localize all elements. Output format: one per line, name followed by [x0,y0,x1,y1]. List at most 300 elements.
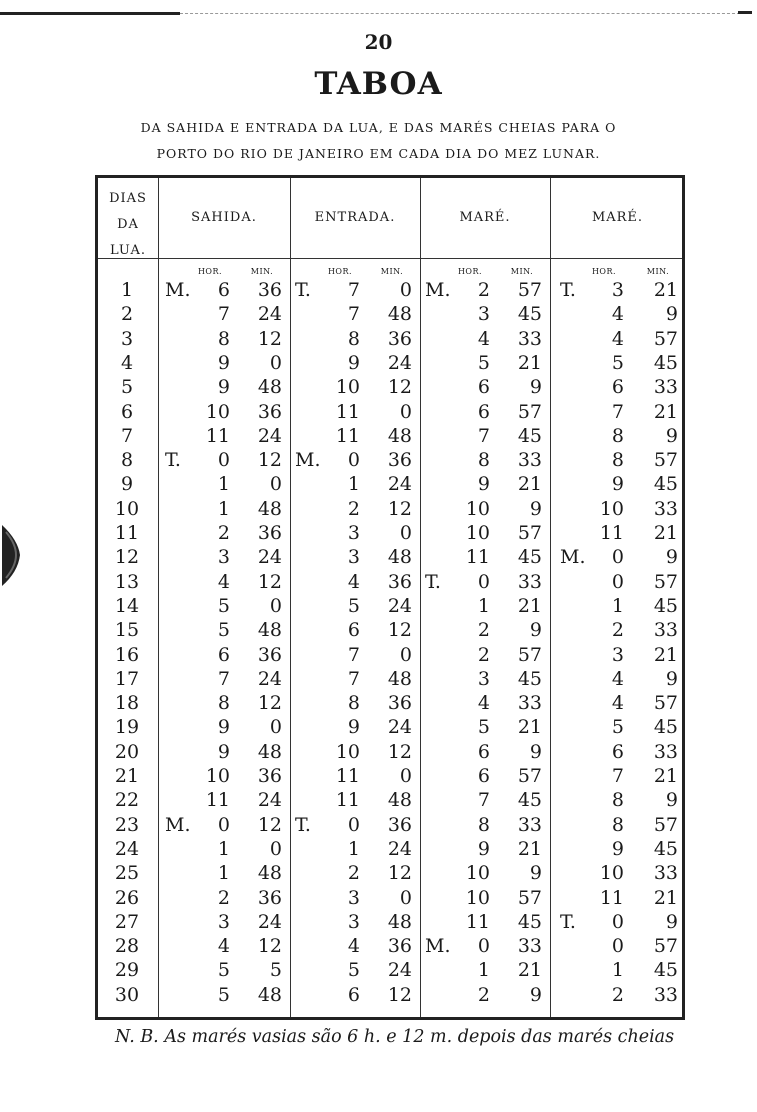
sahida-hour-cell: 6 [217,279,230,301]
sahida-hour-cell: 5 [217,619,230,642]
mare2-minute-cell: 45 [653,473,678,496]
mare2-minute-cell: 45 [653,837,678,860]
entrada-hour-cell: 4 [347,570,360,593]
mare1-period-cell: M. [425,935,451,958]
day-cell: 18 [114,692,140,715]
sahida-hour-cell: 4 [217,570,230,593]
mare2-minute-cell: 57 [653,327,678,350]
entrada-minute-cell: 36 [387,813,412,836]
entrada-hour-cell: 10 [335,740,360,763]
day-cell: 26 [114,886,140,909]
day-cell: 29 [114,959,140,982]
mare2-minute-cell: 45 [653,959,678,982]
sahida-minute-cell: 36 [257,643,282,666]
entrada-minute-cell: 12 [387,983,412,1006]
mare1-minute-cell: 21 [517,716,542,739]
table-row [98,448,688,472]
sahida-hour-cell: 1 [217,837,230,860]
sahida-hour-cell: 9 [217,351,230,374]
sahida-hour-cell: 3 [217,546,230,569]
header-mare-2: MARÉ. [591,210,644,225]
day-cell: 3 [120,327,134,350]
day-cell: 13 [114,570,140,593]
header-mare-1: MARÉ. [459,210,511,225]
day-cell: 15 [114,619,140,642]
table-row [98,910,688,934]
header-divider [98,258,682,259]
header-dias-line: DIAS [109,191,147,206]
mare2-hour-cell: 0 [611,570,624,593]
subheader-min: MIN. [250,267,274,276]
day-cell: 11 [114,522,140,544]
mare2-hour-cell: 10 [599,862,624,885]
entrada-hour-cell: 11 [335,400,360,423]
entrada-hour-cell: 5 [347,959,360,982]
mare2-minute-cell: 21 [653,765,678,787]
day-cell: 8 [120,449,134,472]
entrada-minute-cell: 12 [387,619,412,642]
sahida-minute-cell: 24 [257,546,282,569]
mare1-hour-cell: 5 [477,716,490,739]
table-row [98,497,688,521]
mare2-minute-cell: 57 [653,692,678,715]
mare2-hour-cell: 1 [611,594,624,617]
mare1-hour-cell: 8 [477,449,490,472]
mare2-hour-cell: 2 [611,619,624,642]
mare1-hour-cell: 10 [465,522,490,544]
entrada-minute-cell: 12 [387,740,412,763]
mare2-minute-cell: 33 [653,740,678,763]
mare1-minute-cell: 57 [517,279,542,301]
entrada-minute-cell: 0 [399,522,412,544]
mare2-hour-cell: 8 [611,789,624,812]
day-cell: 4 [120,351,134,374]
sahida-hour-cell: 0 [217,449,230,472]
entrada-minute-cell: 24 [387,959,412,982]
table-row [98,618,688,642]
mare2-hour-cell: 7 [611,765,624,787]
entrada-minute-cell: 48 [387,424,412,447]
sahida-hour-cell: 5 [217,983,230,1006]
entrada-minute-cell: 48 [387,789,412,812]
mare2-minute-cell: 33 [653,983,678,1006]
mare2-hour-cell: 10 [599,497,624,520]
sahida-hour-cell: 9 [217,716,230,739]
table-row [98,400,688,424]
table-row [98,837,688,861]
entrada-minute-cell: 0 [399,643,412,666]
sahida-hour-cell: 9 [217,376,230,399]
sahida-minute-cell: 36 [257,522,282,544]
sahida-hour-cell: 0 [217,813,230,836]
sahida-minute-cell: 0 [269,594,282,617]
top-rule-thick [0,12,180,15]
mare1-minute-cell: 21 [517,837,542,860]
table-row [98,886,688,910]
mare1-minute-cell: 45 [517,667,542,690]
subheader-hor: HOR. [591,267,617,276]
mare1-minute-cell: 33 [517,570,542,593]
mare1-hour-cell: 6 [477,740,490,763]
binding-mark [0,520,30,590]
mare1-minute-cell: 57 [517,400,542,423]
day-cell: 22 [114,789,140,812]
sahida-hour-cell: 7 [217,667,230,690]
table-row [98,667,688,691]
mare1-hour-cell: 7 [477,789,490,812]
entrada-minute-cell: 36 [387,449,412,472]
table-row [98,302,688,326]
table-row [98,764,688,788]
top-rule-thin [180,13,740,14]
day-cell: 30 [114,983,140,1006]
mare1-hour-cell: 11 [465,910,490,933]
sahida-minute-cell: 48 [257,619,282,642]
sahida-period-cell: T. [165,449,181,472]
sahida-minute-cell: 36 [257,279,282,301]
header-dias-line: LUA. [110,243,146,258]
day-cell: 1 [120,279,134,301]
mare2-hour-cell: 9 [611,473,624,496]
table-row [98,545,688,569]
mare1-minute-cell: 21 [517,959,542,982]
mare2-hour-cell: 6 [611,740,624,763]
sahida-minute-cell: 12 [257,449,282,472]
mare1-minute-cell: 9 [529,497,542,520]
mare2-minute-cell: 21 [653,643,678,666]
mare1-minute-cell: 9 [529,740,542,763]
mare2-minute-cell: 45 [653,716,678,739]
footnote-nb: N. B. [115,1027,159,1047]
mare1-hour-cell: 1 [477,959,490,982]
subheader-hor: HOR. [457,267,483,276]
mare1-hour-cell: 3 [477,303,490,326]
entrada-hour-cell: 11 [335,789,360,812]
sahida-hour-cell: 1 [217,473,230,496]
mare1-hour-cell: 3 [477,667,490,690]
sahida-minute-cell: 5 [269,959,282,982]
sahida-minute-cell: 48 [257,497,282,520]
entrada-period-cell: T. [295,279,311,301]
table-row [98,983,688,1007]
entrada-hour-cell: 10 [335,376,360,399]
mare1-minute-cell: 21 [517,351,542,374]
mare2-hour-cell: 11 [599,886,624,909]
entrada-hour-cell: 3 [347,886,360,909]
page-title: TABOA [314,66,443,102]
mare1-minute-cell: 57 [517,765,542,787]
mare2-hour-cell: 0 [611,935,624,958]
sahida-hour-cell: 4 [217,935,230,958]
entrada-minute-cell: 36 [387,327,412,350]
mare2-hour-cell: 4 [611,667,624,690]
sahida-hour-cell: 10 [205,400,230,423]
tide-table [95,175,685,1020]
mare1-hour-cell: 11 [465,546,490,569]
mare1-minute-cell: 9 [529,862,542,885]
mare2-minute-cell: 45 [653,351,678,374]
entrada-minute-cell: 12 [387,376,412,399]
sahida-minute-cell: 48 [257,376,282,399]
entrada-minute-cell: 48 [387,667,412,690]
mare2-hour-cell: 7 [611,400,624,423]
mare2-hour-cell: 8 [611,449,624,472]
table-row [98,958,688,982]
day-cell: 25 [114,862,140,885]
mare1-minute-cell: 33 [517,327,542,350]
entrada-minute-cell: 24 [387,594,412,617]
sahida-hour-cell: 5 [217,959,230,982]
entrada-hour-cell: 9 [347,716,360,739]
mare1-hour-cell: 0 [477,570,490,593]
mare2-minute-cell: 33 [653,376,678,399]
sahida-minute-cell: 36 [257,400,282,423]
sahida-minute-cell: 48 [257,740,282,763]
mare1-hour-cell: 10 [465,497,490,520]
mare1-minute-cell: 45 [517,424,542,447]
entrada-hour-cell: 5 [347,594,360,617]
entrada-hour-cell: 8 [347,327,360,350]
entrada-minute-cell: 24 [387,473,412,496]
mare2-minute-cell: 9 [665,424,678,447]
mare1-hour-cell: 7 [477,424,490,447]
subheader-min: MIN. [646,267,670,276]
mare1-period-cell: M. [425,279,451,301]
sahida-minute-cell: 48 [257,862,282,885]
table-row [98,278,688,302]
mare2-hour-cell: 5 [611,716,624,739]
sahida-hour-cell: 5 [217,594,230,617]
mare1-hour-cell: 1 [477,594,490,617]
entrada-hour-cell: 0 [347,449,360,472]
day-cell: 28 [114,935,140,958]
sahida-hour-cell: 11 [205,789,230,812]
mare1-hour-cell: 9 [477,837,490,860]
day-cell: 2 [120,303,134,326]
day-cell: 19 [114,716,140,739]
mare2-minute-cell: 33 [653,497,678,520]
entrada-hour-cell: 6 [347,619,360,642]
day-cell: 10 [114,497,140,520]
header-dias [98,186,158,264]
mare2-period-cell: T. [560,910,576,933]
subheader-min: MIN. [510,267,534,276]
day-cell: 6 [120,400,134,423]
sahida-hour-cell: 2 [217,522,230,544]
day-cell: 12 [114,546,140,569]
day-cell: 20 [114,740,140,763]
sahida-hour-cell: 11 [205,424,230,447]
sahida-hour-cell: 10 [205,765,230,787]
entrada-minute-cell: 0 [399,279,412,301]
entrada-minute-cell: 36 [387,692,412,715]
entrada-minute-cell: 0 [399,886,412,909]
sahida-minute-cell: 0 [269,473,282,496]
entrada-hour-cell: 3 [347,522,360,544]
subtitle-line-2: PORTO DO RIO DE JANEIRO EM CADA DIA DO MEZ LUNAR. [156,146,601,161]
mare2-minute-cell: 9 [665,303,678,326]
mare1-hour-cell: 6 [477,400,490,423]
entrada-period-cell: M. [295,449,321,472]
mare1-hour-cell: 8 [477,813,490,836]
entrada-minute-cell: 36 [387,935,412,958]
mare2-minute-cell: 45 [653,594,678,617]
entrada-minute-cell: 0 [399,765,412,787]
entrada-minute-cell: 48 [387,910,412,933]
mare2-minute-cell: 9 [665,546,678,569]
sahida-minute-cell: 36 [257,765,282,787]
header-dias-line: DA [117,217,139,232]
entrada-minute-cell: 36 [387,570,412,593]
mare1-minute-cell: 33 [517,813,542,836]
entrada-minute-cell: 24 [387,351,412,374]
mare2-hour-cell: 4 [611,692,624,715]
sahida-minute-cell: 36 [257,886,282,909]
sahida-hour-cell: 1 [217,497,230,520]
entrada-minute-cell: 12 [387,497,412,520]
mare1-minute-cell: 45 [517,789,542,812]
mare1-minute-cell: 33 [517,692,542,715]
sahida-minute-cell: 12 [257,570,282,593]
entrada-period-cell: T. [295,813,311,836]
mare2-minute-cell: 33 [653,862,678,885]
sahida-minute-cell: 24 [257,303,282,326]
sahida-minute-cell: 48 [257,983,282,1006]
mare1-hour-cell: 5 [477,351,490,374]
day-cell: 27 [114,910,140,933]
mare2-period-cell: M. [560,546,586,569]
mare1-hour-cell: 4 [477,692,490,715]
table-row [98,691,688,715]
entrada-hour-cell: 11 [335,424,360,447]
sahida-minute-cell: 0 [269,351,282,374]
entrada-hour-cell: 1 [347,837,360,860]
mare1-hour-cell: 2 [477,619,490,642]
sahida-minute-cell: 12 [257,813,282,836]
mare2-hour-cell: 4 [611,327,624,350]
sahida-minute-cell: 24 [257,910,282,933]
mare2-minute-cell: 9 [665,789,678,812]
mare1-minute-cell: 45 [517,303,542,326]
table-row [98,570,688,594]
table-row [98,643,688,667]
day-cell: 9 [120,473,134,496]
sahida-hour-cell: 9 [217,740,230,763]
sahida-minute-cell: 24 [257,789,282,812]
subheader-hor: HOR. [197,267,223,276]
entrada-hour-cell: 3 [347,546,360,569]
mare1-hour-cell: 4 [477,327,490,350]
mare1-minute-cell: 9 [529,619,542,642]
entrada-hour-cell: 0 [347,813,360,836]
mare2-minute-cell: 21 [653,886,678,909]
sahida-minute-cell: 12 [257,327,282,350]
table-row [98,594,688,618]
entrada-minute-cell: 48 [387,546,412,569]
entrada-hour-cell: 1 [347,473,360,496]
table-row [98,715,688,739]
mare2-minute-cell: 57 [653,935,678,958]
mare2-minute-cell: 57 [653,570,678,593]
entrada-minute-cell: 24 [387,716,412,739]
table-row [98,788,688,812]
sahida-minute-cell: 12 [257,692,282,715]
mare2-hour-cell: 5 [611,351,624,374]
mare2-minute-cell: 21 [653,279,678,301]
sahida-minute-cell: 0 [269,837,282,860]
table-row [98,351,688,375]
mare2-hour-cell: 8 [611,424,624,447]
sahida-period-cell: M. [165,813,191,836]
entrada-hour-cell: 7 [347,643,360,666]
mare2-minute-cell: 9 [665,910,678,933]
table-row [98,424,688,448]
sahida-minute-cell: 0 [269,716,282,739]
entrada-hour-cell: 7 [347,279,360,301]
footnote [115,1027,674,1047]
sahida-hour-cell: 8 [217,692,230,715]
entrada-hour-cell: 8 [347,692,360,715]
footnote-text: As marés vasias são 6 h. e 12 m. depois das marés cheias [158,1027,675,1047]
mare1-minute-cell: 33 [517,449,542,472]
day-cell: 24 [114,837,140,860]
table-row [98,934,688,958]
sahida-minute-cell: 12 [257,935,282,958]
sahida-minute-cell: 24 [257,424,282,447]
mare2-hour-cell: 0 [611,546,624,569]
table-row [98,813,688,837]
mare2-minute-cell: 57 [653,813,678,836]
entrada-hour-cell: 2 [347,862,360,885]
mare2-hour-cell: 6 [611,376,624,399]
subheader-min: MIN. [380,267,404,276]
mare1-hour-cell: 0 [477,935,490,958]
mare2-minute-cell: 57 [653,449,678,472]
mare2-minute-cell: 21 [653,400,678,423]
mare2-hour-cell: 1 [611,959,624,982]
mare2-hour-cell: 9 [611,837,624,860]
table-row [98,740,688,764]
entrada-minute-cell: 24 [387,837,412,860]
mare1-minute-cell: 57 [517,886,542,909]
page-number: 20 [364,30,393,54]
mare2-hour-cell: 4 [611,303,624,326]
mare1-hour-cell: 10 [465,886,490,909]
mare2-minute-cell: 9 [665,667,678,690]
entrada-hour-cell: 11 [335,765,360,787]
mare2-minute-cell: 21 [653,522,678,544]
mare2-hour-cell: 8 [611,813,624,836]
day-cell: 23 [114,813,140,836]
top-rule-dash [738,11,752,14]
entrada-hour-cell: 9 [347,351,360,374]
sahida-hour-cell: 7 [217,303,230,326]
entrada-minute-cell: 0 [399,400,412,423]
sahida-hour-cell: 8 [217,327,230,350]
day-cell: 14 [114,594,140,617]
mare1-period-cell: T. [425,570,441,593]
entrada-hour-cell: 7 [347,667,360,690]
sahida-hour-cell: 3 [217,910,230,933]
mare1-minute-cell: 45 [517,546,542,569]
table-row [98,375,688,399]
mare2-hour-cell: 0 [611,910,624,933]
mare2-period-cell: T. [560,279,576,301]
mare2-hour-cell: 3 [611,279,624,301]
entrada-hour-cell: 6 [347,983,360,1006]
mare1-hour-cell: 2 [477,279,490,301]
mare1-minute-cell: 57 [517,643,542,666]
